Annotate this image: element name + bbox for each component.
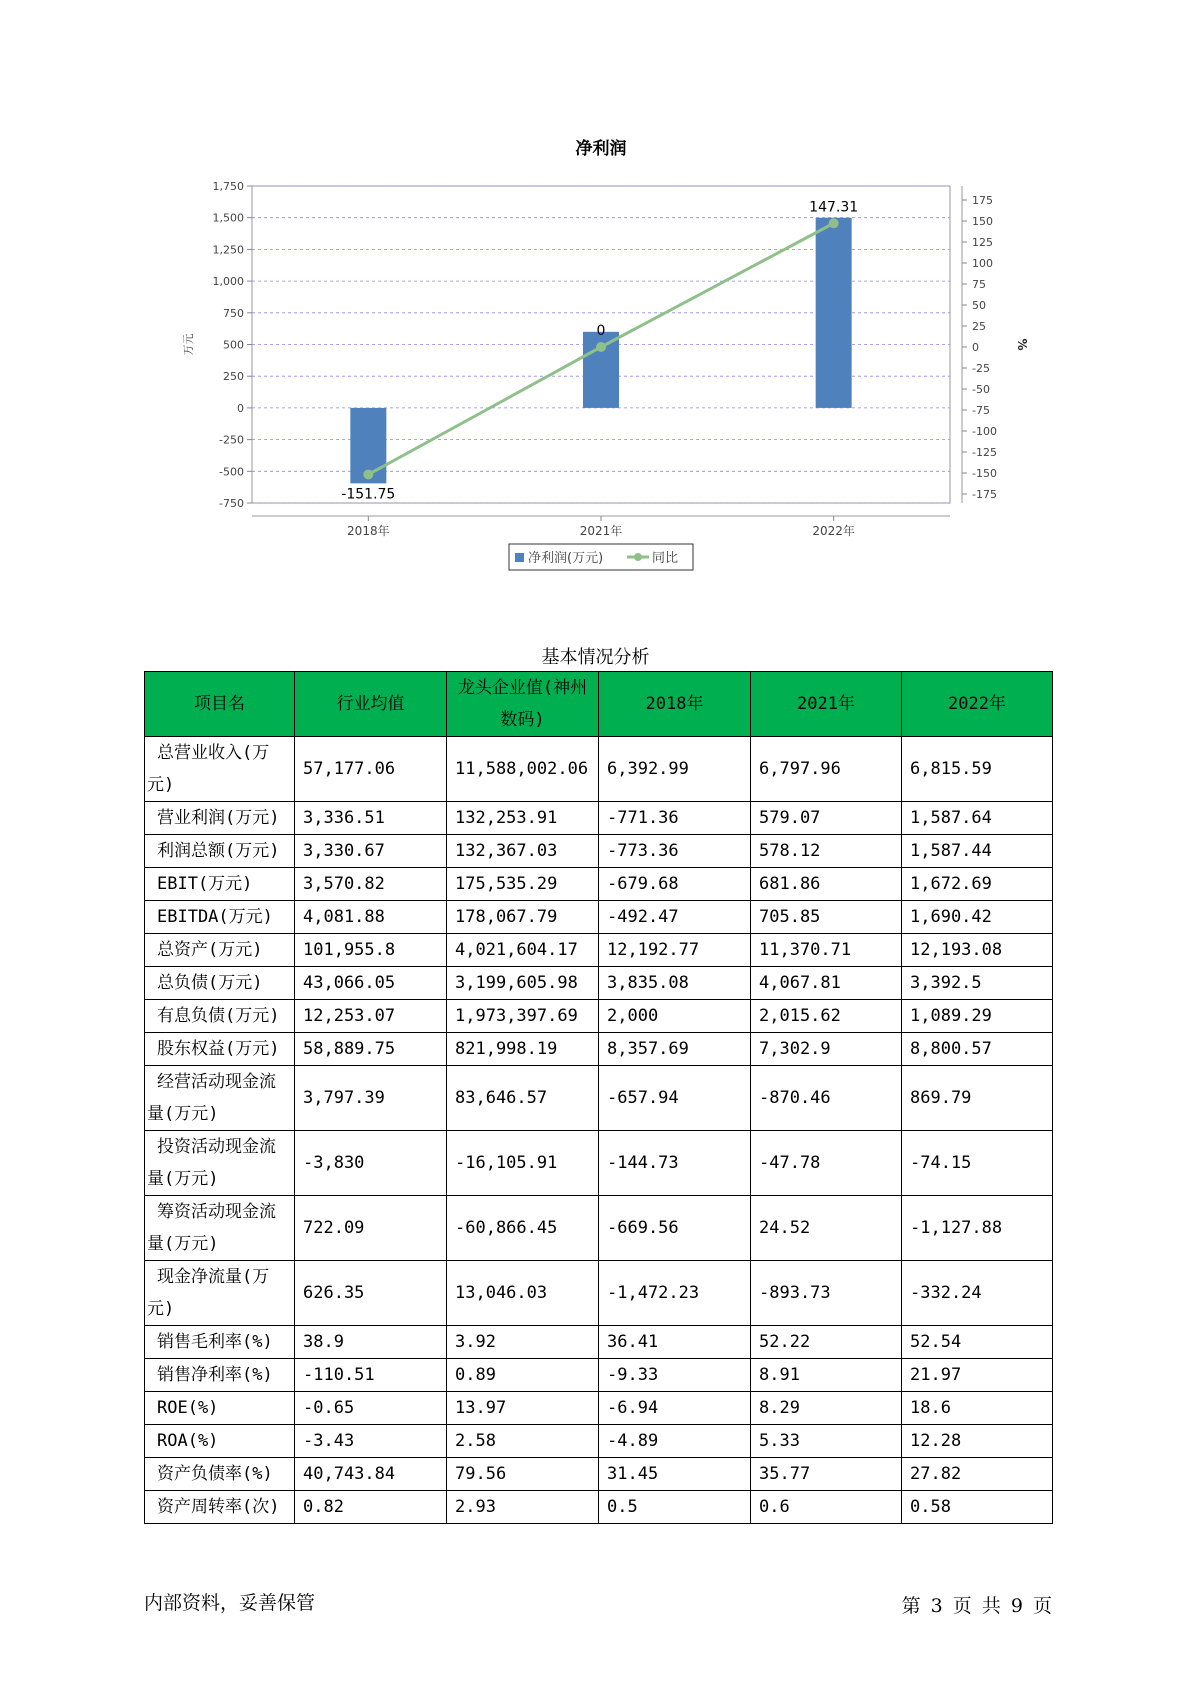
table-row (145, 1326, 1053, 1359)
y2-tick-label: 100 (972, 257, 993, 270)
table-cell: 3,835.08 (599, 967, 751, 1000)
legend-bar-label: 净利润(万元) (528, 551, 604, 566)
header-2018: 2018年 (599, 672, 751, 737)
table-row (145, 737, 1053, 802)
table-cell: -870.46 (751, 1066, 902, 1131)
table-cell: 8,800.57 (902, 1033, 1053, 1066)
header-2022: 2022年 (902, 672, 1053, 737)
table-cell: 4,081.88 (295, 901, 447, 934)
table-cell: 31.45 (599, 1458, 751, 1491)
table-cell: 178,067.79 (447, 901, 599, 934)
yoy-point (829, 218, 839, 228)
table-cell: -60,866.45 (447, 1196, 599, 1261)
table-cell: 3,392.5 (902, 967, 1053, 1000)
table-cell: 58,889.75 (295, 1033, 447, 1066)
row-label: 资产负债率(%) (145, 1458, 295, 1491)
table-cell: 5.33 (751, 1425, 902, 1458)
table-cell: 3,199,605.98 (447, 967, 599, 1000)
row-label: 筹资活动现金流量(万元) (145, 1196, 295, 1261)
table-cell: 175,535.29 (447, 868, 599, 901)
table-cell: 35.77 (751, 1458, 902, 1491)
data-label: 0 (596, 323, 606, 339)
table-cell: 2.93 (447, 1491, 599, 1524)
table-cell: 1,587.64 (902, 802, 1053, 835)
bar-2022年 (816, 218, 852, 408)
header-item-name: 项目名 (145, 672, 295, 737)
row-label: 利润总额(万元) (145, 835, 295, 868)
legend-bar-swatch (515, 553, 524, 562)
table-cell: -4.89 (599, 1425, 751, 1458)
table-cell: 2,015.62 (751, 1000, 902, 1033)
table-cell: 2,000 (599, 1000, 751, 1033)
table-row (145, 802, 1053, 835)
table-row (145, 934, 1053, 967)
y2-tick-label: -125 (972, 446, 997, 459)
row-label: 现金净流量(万元) (145, 1261, 295, 1326)
chart-title: 净利润 (575, 139, 627, 159)
x-tick-label: 2022年 (812, 524, 855, 538)
y-tick-label: 500 (223, 338, 244, 352)
table-cell: 12.28 (902, 1425, 1053, 1458)
table-row (145, 835, 1053, 868)
table-cell: 0.5 (599, 1491, 751, 1524)
y-tick-label: -250 (219, 433, 244, 447)
table-cell: 12,253.07 (295, 1000, 447, 1033)
table-cell: 101,955.8 (295, 934, 447, 967)
table-row (145, 1261, 1053, 1326)
y-axis-title: 万元 (182, 333, 195, 356)
y2-tick-label: 25 (972, 320, 986, 333)
table-cell: 681.86 (751, 868, 902, 901)
table-cell: 4,067.81 (751, 967, 902, 1000)
table-cell: 6,815.59 (902, 737, 1053, 802)
x-tick-label: 2018年 (347, 524, 390, 538)
table-cell: 38.9 (295, 1326, 447, 1359)
legend-line-marker (634, 553, 642, 561)
net-profit-chart (170, 130, 1030, 600)
table-cell: 13,046.03 (447, 1261, 599, 1326)
table-cell: 11,370.71 (751, 934, 902, 967)
table-cell: 18.6 (902, 1392, 1053, 1425)
table-row (145, 1066, 1053, 1131)
table-cell: 11,588,002.06 (447, 737, 599, 802)
table-cell: 2.58 (447, 1425, 599, 1458)
table-row (145, 1196, 1053, 1261)
table-cell: 869.79 (902, 1066, 1053, 1131)
row-label: 销售毛利率(%) (145, 1326, 295, 1359)
y-tick-label: -500 (219, 465, 244, 479)
table-cell: -1,127.88 (902, 1196, 1053, 1261)
table-header-row (145, 672, 1053, 737)
table-cell: -679.68 (599, 868, 751, 901)
y2-axis-title: % (1015, 338, 1029, 351)
table-cell: 83,646.57 (447, 1066, 599, 1131)
row-label: ROE(%) (145, 1392, 295, 1425)
row-label: EBITDA(万元) (145, 901, 295, 934)
table-body (145, 737, 1053, 1524)
table-cell: 12,192.77 (599, 934, 751, 967)
table-cell: 1,089.29 (902, 1000, 1053, 1033)
table-caption: 基本情况分析 (541, 647, 650, 668)
row-label: 总营业收入(万元) (145, 737, 295, 802)
table-cell: 3,336.51 (295, 802, 447, 835)
table-cell: -1,472.23 (599, 1261, 751, 1326)
y2-tick-label: 0 (972, 341, 979, 354)
header-leader-value: 龙头企业值(神州数码) (447, 672, 599, 737)
y2-tick-label: -25 (972, 362, 990, 375)
table-row (145, 1392, 1053, 1425)
table-cell: 8.29 (751, 1392, 902, 1425)
table-row (145, 1425, 1053, 1458)
legend-line-label: 同比 (652, 551, 679, 566)
table-cell: -3.43 (295, 1425, 447, 1458)
y-tick-label: 1,500 (212, 211, 244, 225)
table-cell: 821,998.19 (447, 1033, 599, 1066)
y-tick-label: 1,750 (212, 180, 244, 193)
y-tick-label: 0 (237, 401, 244, 415)
table-cell: 7,302.9 (751, 1033, 902, 1066)
table-cell: 3,330.67 (295, 835, 447, 868)
table-cell: 57,177.06 (295, 737, 447, 802)
table-cell: -669.56 (599, 1196, 751, 1261)
data-label: 147.31 (809, 199, 859, 216)
table-cell: 13.97 (447, 1392, 599, 1425)
table-cell: 3.92 (447, 1326, 599, 1359)
row-label: EBIT(万元) (145, 868, 295, 901)
row-label: ROA(%) (145, 1425, 295, 1458)
table-cell: -3,830 (295, 1131, 447, 1196)
row-label: 股东权益(万元) (145, 1033, 295, 1066)
table-cell: 1,690.42 (902, 901, 1053, 934)
table-cell: 0.89 (447, 1359, 599, 1392)
table-row (145, 1131, 1053, 1196)
table-cell: -9.33 (599, 1359, 751, 1392)
y2-tick-label: -150 (972, 467, 997, 480)
table-cell: 8.91 (751, 1359, 902, 1392)
y2-tick-label: 125 (972, 236, 993, 249)
table-cell: 12,193.08 (902, 934, 1053, 967)
header-2021: 2021年 (751, 672, 902, 737)
table-cell: 1,973,397.69 (447, 1000, 599, 1033)
table-cell: -6.94 (599, 1392, 751, 1425)
table-cell: 4,021,604.17 (447, 934, 599, 967)
table-row (145, 868, 1053, 901)
table-cell: 6,797.96 (751, 737, 902, 802)
table-cell: 626.35 (295, 1261, 447, 1326)
table-cell: 0.58 (902, 1491, 1053, 1524)
table-cell: -0.65 (295, 1392, 447, 1425)
y-tick-label: 750 (223, 306, 244, 320)
row-label: 资产周转率(次) (145, 1491, 295, 1524)
table-cell: -893.73 (751, 1261, 902, 1326)
table-cell: 579.07 (751, 802, 902, 835)
table-cell: 52.22 (751, 1326, 902, 1359)
table-row (145, 1458, 1053, 1491)
table-row (145, 1359, 1053, 1392)
y2-tick-label: -175 (972, 488, 997, 501)
table-row (145, 901, 1053, 934)
table-cell: 132,253.91 (447, 802, 599, 835)
yoy-point (596, 342, 606, 352)
data-label: -151.75 (341, 486, 396, 503)
y2-tick-label: -100 (972, 425, 997, 438)
table-cell: -492.47 (599, 901, 751, 934)
table-cell: -110.51 (295, 1359, 447, 1392)
table-cell: 132,367.03 (447, 835, 599, 868)
table-cell: 0.82 (295, 1491, 447, 1524)
table-cell: -47.78 (751, 1131, 902, 1196)
table-cell: 0.6 (751, 1491, 902, 1524)
table-cell: 43,066.05 (295, 967, 447, 1000)
y2-tick-label: -75 (972, 404, 990, 417)
footer-confidential-note: 内部资料，妥善保管 (144, 1592, 316, 1614)
y-tick-label: 1,000 (212, 275, 244, 289)
y2-tick-label: 150 (972, 215, 993, 228)
footer-page-number: 第 3 页 共 9 页 (901, 1595, 1052, 1617)
yoy-point (363, 469, 373, 479)
table-cell: 40,743.84 (295, 1458, 447, 1491)
row-label: 经营活动现金流量(万元) (145, 1066, 295, 1131)
row-label: 有息负债(万元) (145, 1000, 295, 1033)
table-cell: -771.36 (599, 802, 751, 835)
basic-analysis-table (144, 671, 1053, 1524)
table-cell: 52.54 (902, 1326, 1053, 1359)
y2-tick-label: 75 (972, 278, 986, 291)
table-cell: 722.09 (295, 1196, 447, 1261)
table-cell: -657.94 (599, 1066, 751, 1131)
table-cell: 1,672.69 (902, 868, 1053, 901)
table-cell: 1,587.44 (902, 835, 1053, 868)
row-label: 总负债(万元) (145, 967, 295, 1000)
table-cell: 8,357.69 (599, 1033, 751, 1066)
x-tick-label: 2021年 (579, 524, 623, 538)
row-label: 营业利润(万元) (145, 802, 295, 835)
table-cell: -16,105.91 (447, 1131, 599, 1196)
table-cell: 3,797.39 (295, 1066, 447, 1131)
table-cell: 578.12 (751, 835, 902, 868)
y-tick-label: 250 (223, 370, 244, 384)
y2-tick-label: -50 (972, 383, 990, 396)
table-cell: 3,570.82 (295, 868, 447, 901)
y-tick-label: -750 (219, 497, 244, 510)
y2-tick-label: 175 (972, 194, 993, 207)
table-cell: 705.85 (751, 901, 902, 934)
header-industry-avg: 行业均值 (295, 672, 447, 737)
table-cell: 79.56 (447, 1458, 599, 1491)
row-label: 投资活动现金流量(万元) (145, 1131, 295, 1196)
table-cell: 24.52 (751, 1196, 902, 1261)
table-cell: 21.97 (902, 1359, 1053, 1392)
table-cell: -74.15 (902, 1131, 1053, 1196)
table-row (145, 1000, 1053, 1033)
table-cell: -144.73 (599, 1131, 751, 1196)
row-label: 销售净利率(%) (145, 1359, 295, 1392)
y2-tick-label: 50 (972, 299, 986, 312)
table-cell: 27.82 (902, 1458, 1053, 1491)
table-cell: 36.41 (599, 1326, 751, 1359)
table-row (145, 1491, 1053, 1524)
y-tick-label: 1,250 (212, 243, 244, 257)
table-cell: -332.24 (902, 1261, 1053, 1326)
row-label: 总资产(万元) (145, 934, 295, 967)
table-row (145, 967, 1053, 1000)
table-cell: -773.36 (599, 835, 751, 868)
table-row (145, 1033, 1053, 1066)
table-cell: 6,392.99 (599, 737, 751, 802)
